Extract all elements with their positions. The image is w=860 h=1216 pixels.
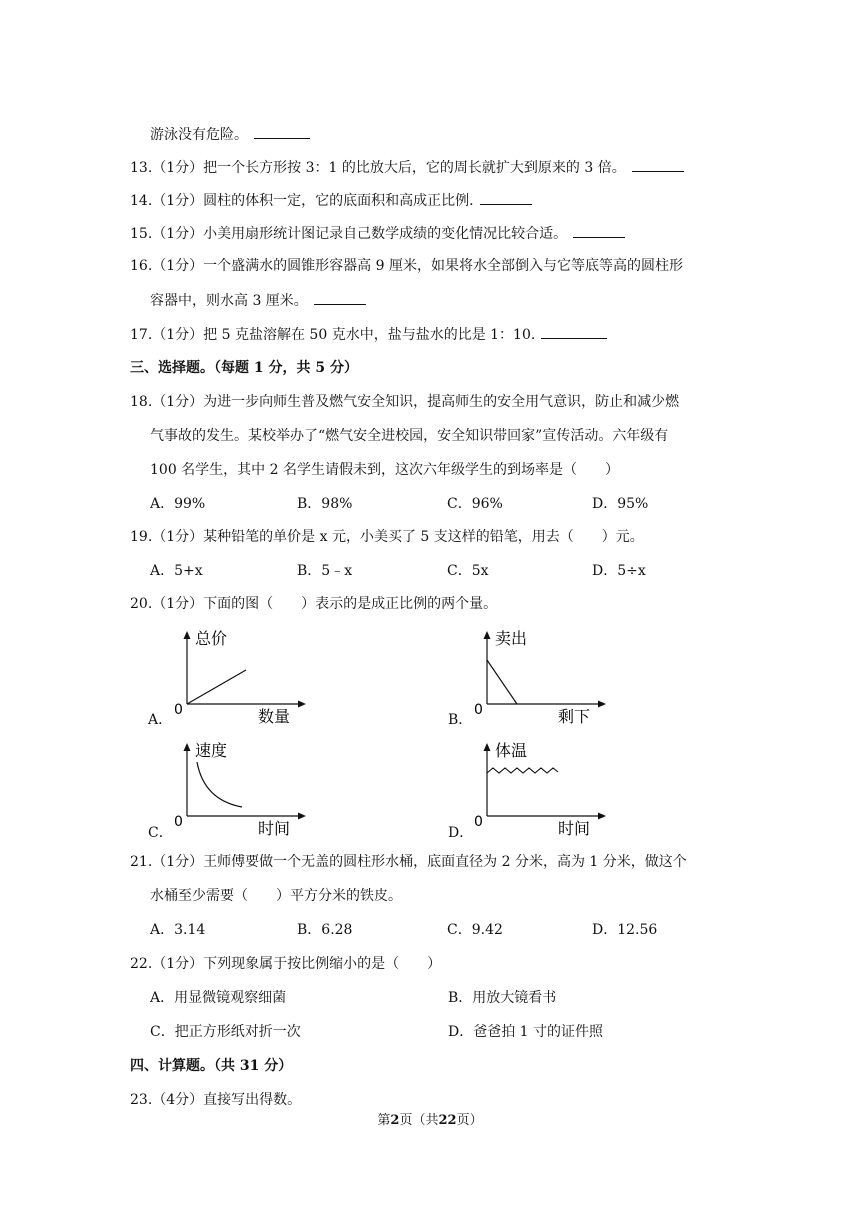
q21-option-a[interactable]: A．3.14 (150, 922, 206, 938)
increasing-line (187, 670, 246, 704)
q22-option-d[interactable]: D．爸爸拍 1 寸的证件照 (448, 1024, 604, 1040)
answer-blank[interactable] (632, 157, 684, 172)
q20-option-c[interactable]: C． (148, 825, 173, 841)
q18-line1: 18.（1分）为进一步向师生普及燃气安全知识，提高师生的安全用气意识，防止和减少燃 (130, 394, 680, 410)
q21-line2: 水桶至少需要（ ）平方分米的铁皮。 (150, 888, 402, 904)
q19-option-a[interactable]: A．5+x (150, 563, 203, 579)
x-axis-arrow (598, 701, 606, 708)
x-axis-arrow (298, 813, 306, 820)
q13-text: 13.（1分）把一个长方形按 3：1 的比放大后，它的周长就扩大到原来的 3 倍。 (130, 160, 626, 176)
q20-option-b[interactable]: B． (448, 712, 473, 728)
q18-line2: 气事故的发生。某校举办了“燃气安全进校园，安全知识带回家”宣传活动。六年级有 (150, 428, 669, 444)
q19-option-d[interactable]: D．5÷x (592, 563, 646, 579)
y-label: 总价 (195, 629, 228, 648)
q12-text: 游泳没有危险。 (150, 127, 248, 143)
q22-option-b[interactable]: B．用放大镜看书 (448, 990, 557, 1006)
footer-page-number: 2 (390, 1113, 400, 1128)
footer-post: 页） (456, 1113, 483, 1128)
decreasing-curve (197, 762, 242, 807)
q21-option-b[interactable]: B．6.28 (297, 922, 353, 938)
graph-b-svg (470, 628, 610, 728)
y-label: 速度 (195, 741, 228, 760)
section-4-title: 四、计算题。（共 31 分） (130, 1058, 293, 1074)
x-label: 数量 (258, 707, 291, 726)
q22-option-c[interactable]: C．把正方形纸对折一次 (150, 1024, 301, 1040)
y-label: 卖出 (495, 629, 528, 648)
footer-pre: 第 (377, 1113, 391, 1128)
origin-label: 0 (174, 702, 183, 718)
section-3-title: 三、选择题。（每题 1 分，共 5 分） (130, 360, 358, 376)
x-label: 时间 (558, 819, 591, 838)
graph-b (470, 628, 610, 728)
question-16-line1 (130, 256, 683, 276)
x-axis-arrow (298, 701, 306, 708)
question-14 (130, 190, 532, 211)
q19-text: 19.（1分）某种铅笔的单价是 x 元，小美买了 5 支这样的铅笔，用去（ ）元。 (130, 529, 644, 545)
answer-blank[interactable] (541, 324, 607, 339)
q15-text: 15.（1分）小美用扇形统计图记录自己数学成绩的变化情况比较合适。 (130, 226, 568, 242)
q22-text: 22.（1分）下列现象属于按比例缩小的是（ ） (130, 956, 442, 972)
q17-text: 17.（1分）把 5 克盐溶解在 50 克水中，盐与盐水的比是 1：10. (130, 327, 536, 343)
q14-text: 14.（1分）圆柱的体积一定，它的底面积和高成正比例. (130, 193, 474, 209)
q21-line1: 21.（1分）王师傅要做一个无盖的圆柱形水桶，底面直径为 2 分米，高为 1 分米，做这个 (130, 854, 687, 870)
origin-label: 0 (174, 814, 183, 830)
question-17 (130, 324, 607, 345)
q23-text: 23.（4分）直接写出得数。 (130, 1092, 302, 1108)
q20-option-d[interactable]: D． (448, 825, 474, 841)
q19-option-c[interactable]: C．5x (447, 563, 489, 579)
graph-c (170, 740, 310, 840)
answer-blank[interactable] (254, 124, 310, 139)
x-label: 剩下 (558, 707, 591, 726)
q12-continuation (150, 124, 310, 145)
y-axis-arrow (184, 743, 191, 751)
answer-blank[interactable] (480, 190, 532, 205)
decreasing-line (487, 660, 517, 704)
footer-mid: 页（共 (399, 1113, 439, 1128)
x-label: 时间 (258, 819, 291, 838)
x-axis-arrow (598, 813, 606, 820)
y-axis-arrow (484, 631, 491, 639)
origin-label: 0 (474, 702, 483, 718)
page-footer (0, 1112, 860, 1130)
graph-d-svg (470, 740, 610, 840)
y-axis-arrow (484, 743, 491, 751)
q19-option-b[interactable]: B．5﹣x (297, 563, 353, 579)
q16-text-line2: 容器中，则水高 3 厘米。 (150, 293, 308, 309)
q22-option-a[interactable]: A．用显微镜观察细菌 (150, 990, 287, 1006)
q18-option-d[interactable]: D．95% (592, 496, 649, 512)
q16-text-line1: 16.（1分）一个盛满水的圆锥形容器高 9 厘米，如果将水全部倒入与它等底等高的圆柱形 (130, 258, 683, 274)
question-13 (130, 157, 684, 178)
q21-option-d[interactable]: D．12.56 (592, 922, 658, 938)
answer-blank[interactable] (573, 223, 625, 238)
wavy-line (487, 768, 558, 773)
graph-c-svg (170, 740, 310, 840)
y-label: 体温 (495, 741, 528, 760)
q20-text: 20.（1分）下面的图（ ）表示的是成正比例的两个量。 (130, 596, 498, 612)
q18-option-a[interactable]: A．99% (150, 496, 206, 512)
answer-blank[interactable] (314, 290, 366, 305)
graph-a (170, 628, 310, 728)
q18-option-b[interactable]: B．98% (297, 496, 353, 512)
origin-label: 0 (474, 814, 483, 830)
q18-option-c[interactable]: C．96% (447, 496, 503, 512)
footer-total-pages: 22 (438, 1113, 457, 1128)
question-15 (130, 223, 625, 244)
graph-d (470, 740, 610, 840)
graph-a-svg (170, 628, 310, 728)
question-16-line2 (150, 290, 366, 311)
q18-line3: 100 名学生，其中 2 名学生请假未到，这次六年级学生的到场率是（ ） (150, 462, 619, 478)
y-axis-arrow (184, 631, 191, 639)
q21-option-c[interactable]: C．9.42 (447, 922, 503, 938)
q20-option-a[interactable]: A． (148, 712, 173, 728)
